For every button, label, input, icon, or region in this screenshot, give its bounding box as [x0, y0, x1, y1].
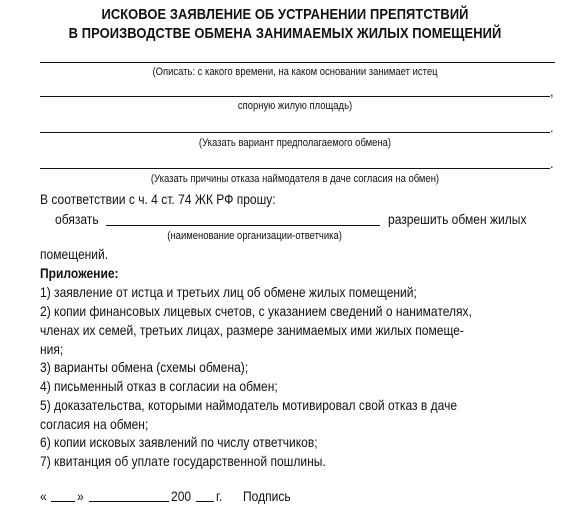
appendix-item: членах их семей, третьих лицах, размере занимаемых ими жилых помеще-: [40, 322, 464, 338]
appendix-item: 4) письменный отказ в согласии на обмен;: [40, 378, 278, 394]
year-prefix: 200: [171, 488, 192, 504]
year-field[interactable]: [196, 501, 214, 502]
caption-refusal-reasons: (Указать причины отказа наймодателя в даче согласия на обмен): [150, 173, 440, 185]
document-title-line-1: ИСКОВОЕ ЗАЯВЛЕНИЕ ОБ УСТРАНЕНИИ ПРЕПЯТСТВИЙ: [101, 6, 469, 23]
document-title-line-2: В ПРОИЗВОДСТВЕ ОБМЕНА ЗАНИМАЕМЫХ ЖИЛЫХ ПОМЕЩЕНИЙ: [68, 25, 502, 42]
period-mark: .: [550, 120, 554, 135]
permit-exchange-text: разрешить обмен жилых: [388, 211, 527, 227]
blank-line-4[interactable]: [40, 168, 550, 169]
period-mark: ,: [550, 84, 554, 99]
caption-defendant: (наименование организации-ответчика): [167, 230, 342, 242]
caption-living-space: спорную жилую площадь): [237, 100, 353, 112]
date-close-quote: »: [77, 488, 84, 504]
blank-line-2[interactable]: [40, 96, 550, 97]
appendix-item: 5) доказательства, которыми наймодатель мотивировал свой отказ в даче: [40, 397, 458, 413]
month-field[interactable]: [89, 501, 169, 502]
appendix-item: 3) варианты обмена (схемы обмена);: [40, 359, 249, 375]
appendix-item: 6) копии исковых заявлений по числу ответчиков;: [40, 434, 318, 450]
day-field[interactable]: [51, 501, 75, 502]
appendix-item: 7) квитанция об уплате государственной пошлины.: [40, 453, 326, 469]
appendix-item: согласия на обмен;: [40, 416, 149, 432]
blank-line-3[interactable]: [40, 132, 550, 133]
request-text: В соответствии с ч. 4 ст. 74 ЖК РФ прошу:: [40, 191, 276, 207]
signature-label: Подпись: [243, 488, 291, 504]
appendix-item: 1) заявление от истца и третьих лиц об обмене жилых помещений;: [40, 284, 417, 300]
caption-exchange-option: (Указать вариант предполагаемого обмена): [198, 137, 392, 149]
premises-text: помещений.: [40, 246, 109, 262]
caption-describe: (Описать: с какого времени, на каком основании занимает истец: [152, 66, 438, 78]
blank-line-1[interactable]: [40, 62, 555, 63]
defendant-org-field[interactable]: [106, 225, 380, 226]
date-open-quote: «: [40, 488, 47, 504]
appendix-item: 2) копии финансовых лицевых счетов, с указанием сведений о нанимателях,: [40, 303, 472, 319]
year-suffix: г.: [216, 488, 223, 504]
oblige-label: обязать: [55, 211, 99, 227]
period-mark: .: [550, 156, 554, 171]
appendix-item: ния;: [40, 341, 64, 357]
appendix-heading: Приложение:: [40, 265, 119, 281]
